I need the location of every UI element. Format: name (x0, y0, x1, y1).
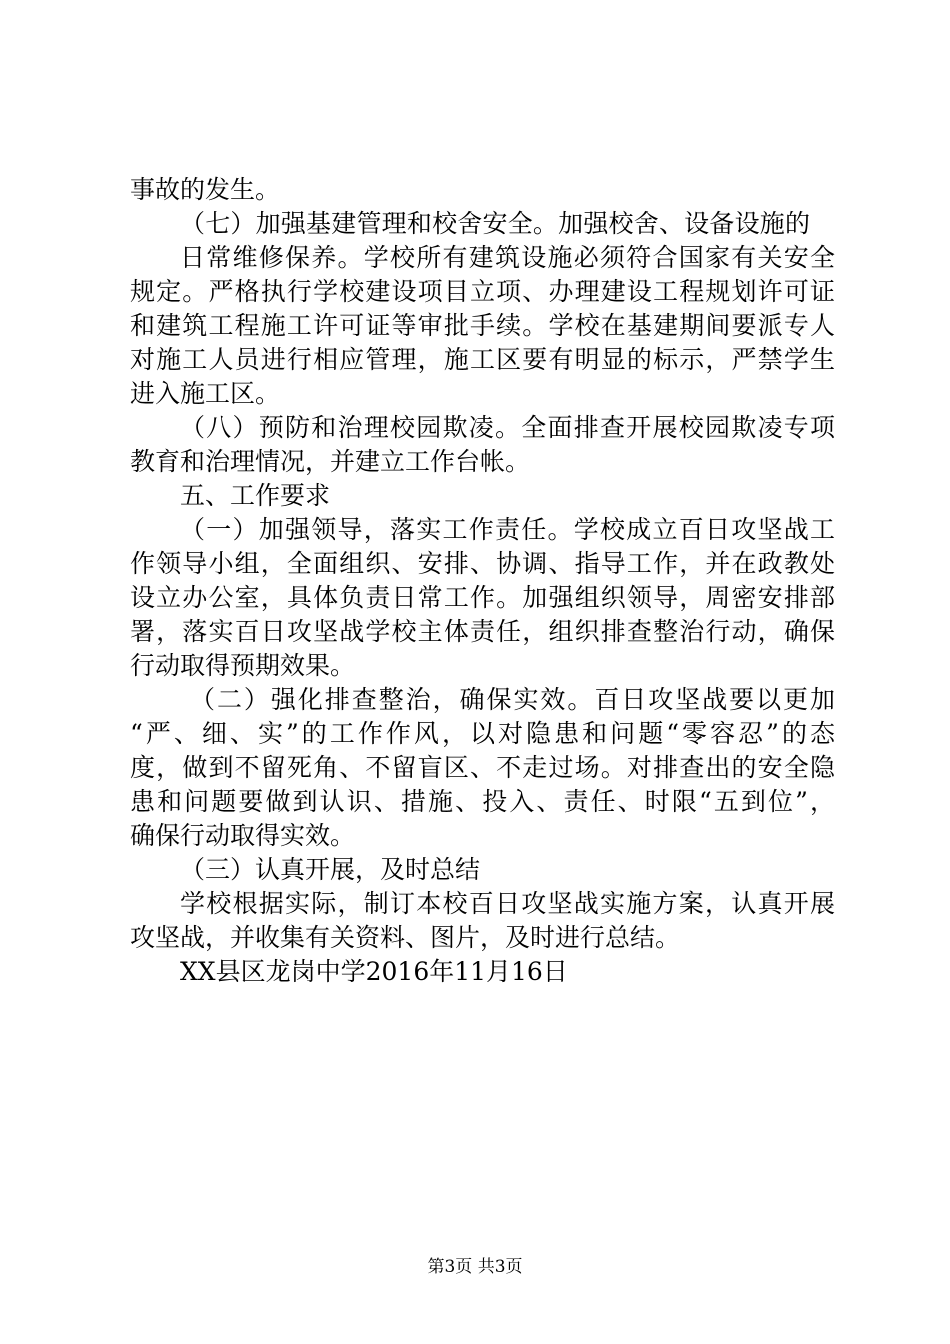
text-line-16: （二）强化排查整治，确保实效。百日攻坚战要以更加 (190, 685, 835, 714)
text-line-7: 进入施工区。 (130, 379, 281, 408)
text-line-17: “严、细、实”的工作作风，以对隐患和问题“零容忍”的态 (130, 719, 835, 748)
text-line-8: （八）预防和治理校园欺凌。全面排查开展校园欺凌专项 (180, 413, 835, 442)
text-line-6: 对施工人员进行相应管理，施工区要有明显的标示，严禁学生 (130, 345, 835, 374)
text-line-13: 设立办公室，具体负责日常工作。加强组织领导，周密安排部 (130, 583, 835, 612)
text-line-5: 和建筑工程施工许可证等审批手续。学校在基建期间要派专人 (130, 311, 835, 340)
text-line-9: 教育和治理情况，并建立工作台帐。 (130, 447, 531, 476)
text-line-2: （七）加强基建管理和校舍安全。加强校舍、设备设施的 (180, 209, 810, 238)
page-footer: 第3页 共3页 (427, 1257, 523, 1277)
text-line-4: 规定。严格执行学校建设项目立项、办理建设工程规划许可证 (130, 277, 835, 306)
text-line-14: 署，落实百日攻坚战学校主体责任，组织排查整治行动，确保 (130, 617, 835, 646)
text-line-12: 作领导小组，全面组织、安排、协调、指导工作，并在政教处 (130, 549, 835, 578)
text-line-15: 行动取得预期效果。 (130, 651, 356, 680)
text-line-23: 攻坚战，并收集有关资料、图片，及时进行总结。 (130, 923, 681, 952)
text-line-21: （三）认真开展，及时总结 (180, 855, 481, 884)
text-line-22: 学校根据实际，制订本校百日攻坚战实施方案，认真开展 (180, 889, 835, 918)
text-line-3: 日常维修保养。学校所有建筑设施必须符合国家有关安全 (180, 243, 835, 272)
section-heading-work-requirements: 五、工作要求 (180, 481, 331, 510)
signature-date-line: XX县区龙岗中学2016年11月16日 (180, 957, 568, 986)
text-line-11: （一）加强领导，落实工作责任。学校成立百日攻坚战工 (180, 515, 835, 544)
text-line-1: 事故的发生。 (130, 175, 281, 204)
text-line-19: 患和问题要做到认识、措施、投入、责任、时限“五到位”， (130, 787, 835, 816)
text-line-20: 确保行动取得实效。 (130, 821, 356, 850)
text-line-18: 度，做到不留死角、不留盲区、不走过场。对排查出的安全隐 (130, 753, 835, 782)
